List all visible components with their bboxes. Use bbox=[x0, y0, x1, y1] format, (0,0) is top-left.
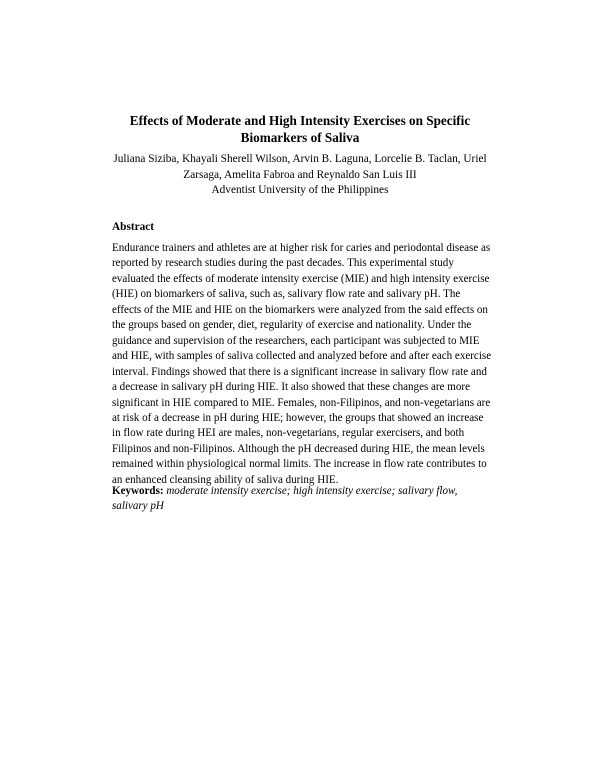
abstract-line: evaluated the effects of moderate intensity exercise (MIE) and high intensity exercise bbox=[112, 272, 490, 285]
authors-line-2: Zarsaga, Amelita Fabroa and Reynaldo San Luis III bbox=[183, 168, 417, 181]
abstract-line: guidance and supervision of the researchers, each participant was subjected to MIE bbox=[112, 334, 480, 347]
keywords-line-1 bbox=[112, 484, 496, 499]
abstract-line: remained within physiological normal limits. The increase in flow rate contributes to bbox=[112, 458, 487, 471]
abstract-line: Endurance trainers and athletes are at higher risk for caries and periodontal disease as bbox=[112, 242, 491, 254]
keywords-block bbox=[112, 484, 496, 515]
abstract-line: (HIE) on biomarkers of saliva, such as, salivary flow rate and salivary pH. The bbox=[112, 288, 461, 301]
abstract-line: in flow rate during HEI are males, non-vegetarians, regular exercisers, and both bbox=[112, 427, 465, 440]
abstract-line: reported by research studies during the past decades. This experimental study bbox=[112, 257, 454, 270]
paper-title bbox=[100, 112, 500, 146]
abstract-line: effects of the MIE and HIE on the biomarkers were analyzed from the said effects on bbox=[112, 303, 488, 316]
keywords-line-2: salivary pH bbox=[112, 500, 164, 513]
keywords-label: Keywords: bbox=[112, 485, 164, 497]
abstract-line: interval. Findings showed that there is a significant increase in salivary flow rate and bbox=[112, 365, 487, 378]
abstract-line: an enhanced cleansing ability of saliva during HIE. bbox=[112, 473, 339, 486]
abstract-line: Filipinos and non-Filipinos. Although the pH decreased during HIE, the mean levels bbox=[112, 442, 485, 455]
affiliation: Adventist University of the Philippines bbox=[211, 184, 389, 196]
abstract-line: and HIE, with samples of saliva collected and analyzed before and after each exercise bbox=[112, 350, 492, 363]
abstract-line: the groups based on gender, diet, regularity of exercise and nationality. Under the bbox=[112, 319, 472, 332]
abstract-line: at risk of a decrease in pH during HIE; however, the groups that showed an increase bbox=[112, 411, 484, 424]
author-block bbox=[100, 152, 500, 199]
abstract-line: a decrease in salivary pH during HIE. It also showed that these changes are more bbox=[112, 381, 470, 394]
abstract-line: significant in HIE compared to MIE. Females, non-Filipinos, and non-vegetarians are bbox=[112, 396, 491, 409]
abstract-body bbox=[112, 241, 496, 488]
title-line-2: Biomarkers of Saliva bbox=[240, 130, 360, 145]
authors-line-1: Juliana Siziba, Khayali Sherell Wilson, Arvin B. Laguna, Lorcelie B. Taclan, Uriel bbox=[113, 153, 487, 165]
keywords-text: moderate intensity exercise; high intensity exercise; salivary flow, bbox=[166, 485, 458, 497]
abstract-heading: Abstract bbox=[112, 221, 155, 233]
title-line-1: Effects of Moderate and High Intensity Exercises on Specific bbox=[129, 113, 471, 128]
